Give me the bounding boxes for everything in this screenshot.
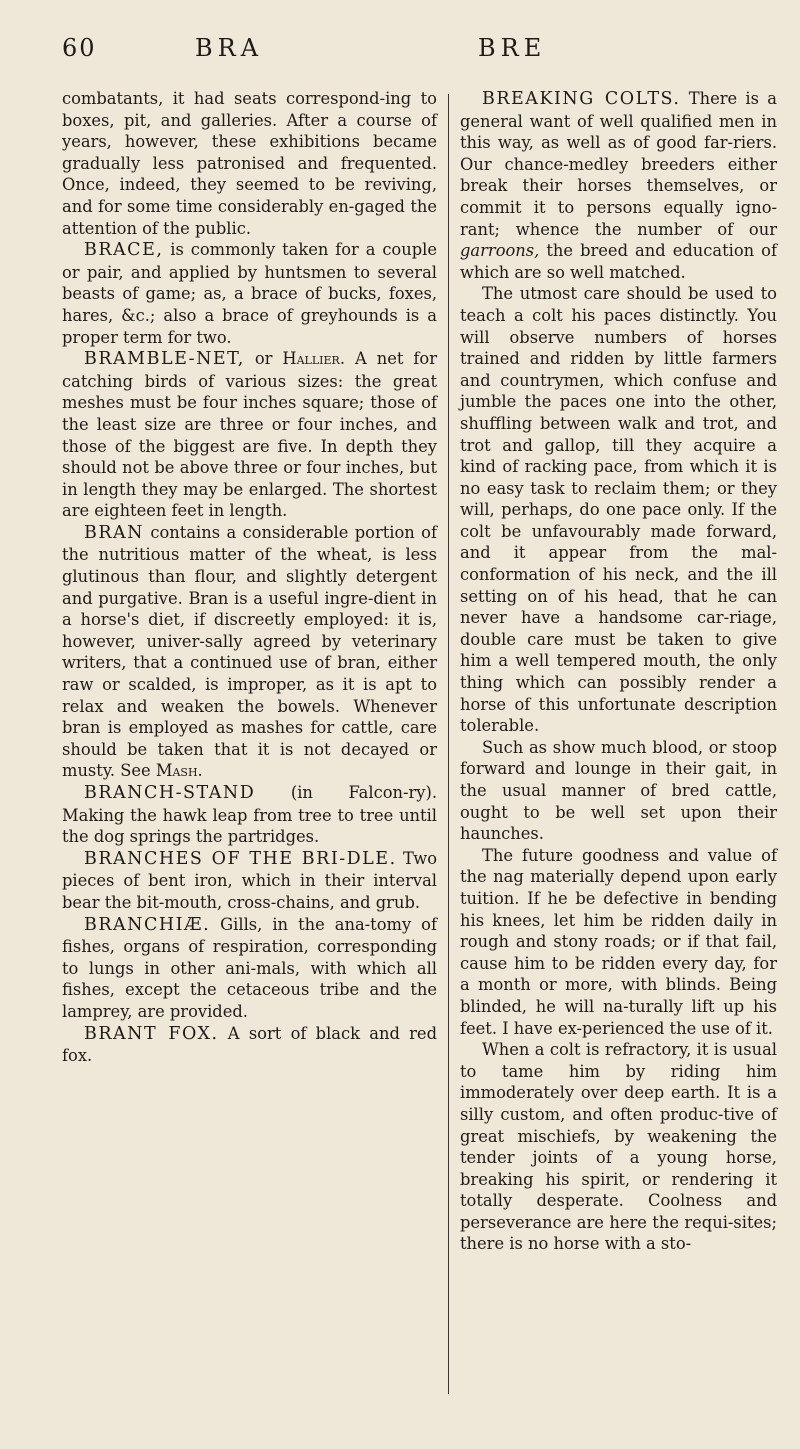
left-column [62,88,437,1067]
paragraph: When a colt is refractory, it is usual to tame him by riding him immoderately over deep earth. It is a silly custom, and often produc-tive of great mischiefs, by weakening the tender joints of a young horse, breaking his spirit, or rendering it totally desperate. Coolness and perseverance are here the requi-sites; there is no horse with a sto- [460,1040,777,1254]
headword: BRANCHES OF THE BRI-DLE. [84,848,397,869]
synonym: Hallier. [282,349,345,369]
entry-branches-of-the-bridle: BRANCHES OF THE BRI-DLE. Two pieces of bent iron, which in their interval bear the bit-mouth, cross-chains, and grub. [62,848,437,912]
page-header [0,28,800,78]
entry-brace: BRACE, is commonly taken for a couple or pair, and applied by huntsmen to several beasts of game; as, a brace of bucks, foxes, hares, &c.; also a brace of greyhounds is a proper term for two. [62,240,437,347]
headword: BRAN [84,522,144,543]
continued-paragraph: combatants, it had seats correspond-ing to boxes, pit, and galleries. After a course of years, however, these exhibitions became gradually less patronised and frequented. Once, indeed, they seemed to be reviving, and for some time considerably en-gaged the attention of the public. [62,89,437,238]
right-column [460,88,777,1255]
headword: BRANCH-STAND [84,783,256,803]
page-number: 60 [62,34,97,62]
headword: BRACE, [84,240,164,261]
headword: BRANCHIÆ. [84,914,211,935]
running-head-right: BRE [478,34,547,62]
entry-branchiae: BRANCHIÆ. Gills, in the ana-tomy of fishes, organs of respiration, corresponding to lungs in other ani-mals, with which all fishes, except the cetaceous tribe and the lamprey, are provided. [62,914,437,1021]
headword: BRAMBLE-NET, [84,349,245,370]
italic-term: garroons, [460,241,540,261]
cross-reference: Mash. [155,761,203,781]
entry-brant-fox: BRANT FOX. A sort of black and red fox. [62,1023,437,1066]
column-divider [448,94,449,1394]
headword: BREAKING COLTS. [482,89,681,109]
entry-bramble-net: BRAMBLE-NET, or Hallier. A net for catching birds of various sizes: the great meshes must be four inches square; those of the least size are three or four inches, and those of the biggest are five. In depth they should not be above three or four inches, but in length they may be enlarged. The shortest are eighteen feet in length. [62,349,437,521]
paragraph: The future goodness and value of the nag materially depend upon early tuition. If he be defective in bending his knees, let him be ridden daily in rough and stony roads; or if that fail, cause him to be ridden every day, for a month or more, with blinds. Being blinded, he will na-turally lift up his feet. I have ex-perienced the use of it. [460,845,777,1038]
headword: BRANT FOX. [84,1023,219,1044]
paragraph: Such as show much blood, or stoop forward and lounge in their gait, in the usual manner of bred cattle, ought to be well set upon their haunches. [460,737,777,844]
running-head-left: BRA [195,34,264,62]
entry-branch-stand: BRANCH-STAND (in Falcon-ry). Making the hawk leap from tree to tree until the dog springs the partridges. [62,783,437,847]
entry-bran: BRAN contains a considerable portion of the nutritious matter of the wheat, is less glutinous than flour, and slightly detergent and purgative. Bran is a useful ingre-dient in a horse's diet, if discreetly employed: it is, however, univer-sally agreed by veterinary writers, that a continued use of bran, either raw or scalded, is improper, as it is apt to relax and weaken the bowels. Whenever bran is employed as mashes for cattle, care should be taken that it is not decayed or musty. See Mash. [62,522,437,781]
entry-breaking-colts: BREAKING COLTS. There is a general want of well qualified men in this way, as well as of good far-riers. Our chance-medley breeders either break their horses themselves, or commit it to persons equally igno-rant; whence the number of our garroons, the breed and education of which are so well matched. [460,89,777,282]
paragraph: The utmost care should be used to teach a colt his paces distinctly. You will observe numbers of horses trained and ridden by little farmers and countrymen, which confuse and jumble the paces one into the other, shuffling between walk and trot, and trot and gallop, till they acquire a kind of racking pace, from which it is no easy task to reclaim them; or they will, perhaps, do one pace only. If the colt be unfavourably made forward, and it appear from the mal-conformation of his neck, and the ill setting on of his head, that he can never have a handsome car-riage, double care must be taken to give him a well tempered mouth, the only thing which can possibly render a horse of this unfortunate description tolerable. [460,284,777,736]
